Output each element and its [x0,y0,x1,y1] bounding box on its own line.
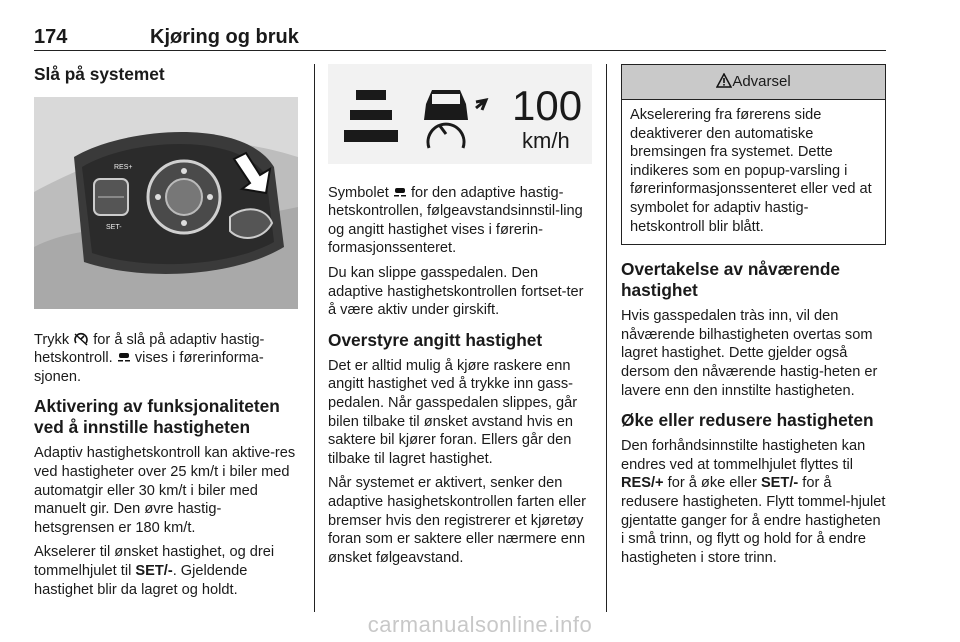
column-divider [606,64,607,612]
warning-header [622,65,885,100]
paragraph: Hvis gasspedalen tràs inn, vil den nåværende bilhastigheten overtas som lagret hastighet. Dette gjelder også dersom den nåværende hastig-heten er lavere enn den innstilte hastigheten. [621,308,878,399]
display-unit: km/h [522,128,570,153]
paragraph: Adaptiv hastighetskontroll kan aktive-res ved hastigheter over 25 km/t i biler med automatgir eller 30 km/t i biler med manuelt gir. Den øvre hastig-hetsgrensen er 180 km/t. [34,445,296,536]
watermark: carmanualsonline.info [367,612,593,637]
page-number: 174 [34,26,68,48]
header-rule [34,50,886,51]
paragraph: Akselerer til ønsket hastighet, og drei tommelhjulet til SET/-. Gjeldende hastighet blir da lagret og holdt. [34,544,275,598]
adaptive-cruise-indicator-icon [393,187,407,199]
res-label: RES+ [114,164,133,171]
section-heading: Slå på systemet [34,64,165,84]
section-heading: Øke eller redusere hastigheten [621,410,874,431]
column-1 [34,64,300,605]
paragraph: Det er alltid mulig å kjøre raskere enn angitt hastighet ved å trykke inn gass-pedalen. Når gasspedalen slippes, går bilen tilbake til ønsket avstand hvis en saktere bil kjører foran. Ellers går den tilbake til lagret hastighet. [328,357,578,467]
steering-wheel-illustration [34,97,298,309]
paragraph: Den forhåndsinnstilte hastigheten kan endres ved at tommelhjulet flyttes til RES/+ for å øke eller SET/- for å redusere hastigheten. Flytt tommel-hjulet gjentatte ganger for å endre hastigheten i små trinn, og flytt og hold for å endre hastigheten i store trinn. [621,438,886,566]
column-2 [328,64,592,573]
chapter-title: Kjøring og bruk [150,26,299,48]
section-heading: Overstyre angitt hastighet [328,329,543,350]
warning-box [621,64,886,245]
warning-text: Akselerering fra førerens side deaktiverer den automatiske bremsingen fra systemet. Dette indikeres som en popup-varsling i førerinformasjonssenteret eller ved at symbolet for adaptiv hastig-hetskontroll blir blått. [630,107,872,235]
warning-triangle-icon [716,73,732,88]
page-header [34,26,886,50]
adaptive-cruise-switch-icon [73,332,89,346]
section-heading: Overtakelse av nåværende hastighet [621,259,841,301]
paragraph: Når systemet er aktivert, senker den adaptive hasighetskontrollen farten eller bremser hvis den registrerer et kjøretøy foran som er saktere eller nærmere enn ønsket følgeavstand. [328,475,586,566]
column-3 [621,64,886,573]
adaptive-cruise-indicator-icon [117,352,131,364]
paragraph: Trykk for å slå på adaptiv hastig-hetskontroll. vises i førerinforma-sjonen. [34,331,265,385]
cluster-display-illustration [328,64,592,164]
paragraph: Du kan slippe gasspedalen. Den adaptive hastighetskontrollen fortset-ter å være aktiv under girskift. [328,264,584,319]
warning-title: Advarsel [732,73,791,90]
column-divider [314,64,315,612]
display-speed: 100 [512,82,583,129]
section-heading: Aktivering av funksjonaliteten ved å innstille hastigheten [34,396,280,438]
paragraph: Symbolet for den adaptive hastig-hetskontrollen, følgeavstandsinnstil-ling og angitt hastighet vises i førerin-formasjonssenteret. [328,184,583,257]
set-label: SET- [106,224,122,231]
